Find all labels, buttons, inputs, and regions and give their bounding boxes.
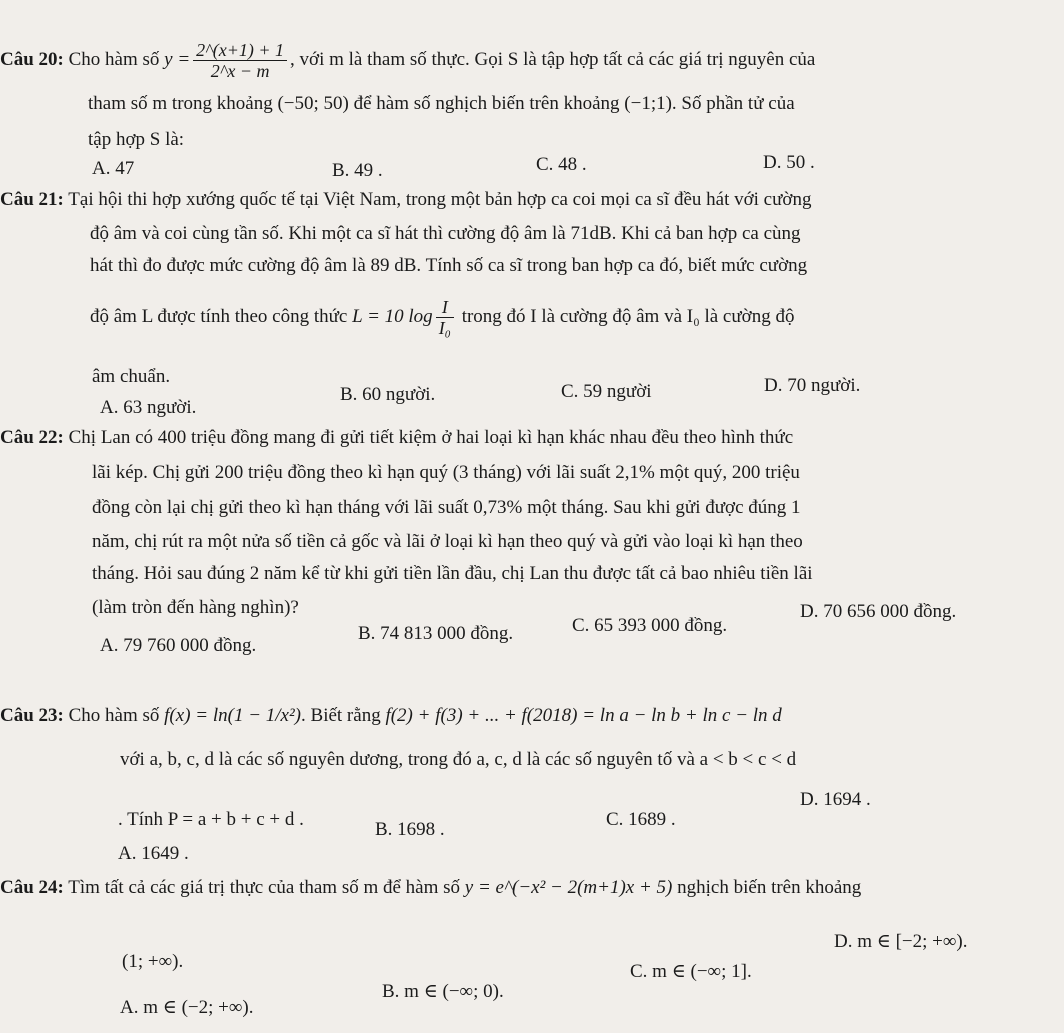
q20-intro: Cho hàm số [68, 48, 160, 70]
q23-func: f(x) = ln(1 − 1/x²) [164, 705, 302, 726]
q24-option-d[interactable]: D. m ∈ [−2; +∞). [834, 931, 968, 952]
q23-option-b[interactable]: B. 1698 . [375, 819, 445, 840]
q20-line2: tham số m trong khoảng (−50; 50) để hàm số nghịch biến trên khoảng (−1;1). Số phần tử của [88, 93, 795, 114]
q23-text2: . Biết rằng [301, 705, 381, 726]
q22-option-b[interactable]: B. 74 813 000 đồng. [358, 623, 514, 644]
q22-line4: năm, chị rút ra một nửa số tiền cả gốc và lãi ở loại kì hạn theo quý và gửi vào loại kì hạn theo [92, 531, 803, 552]
q20-text2: , với m là tham số thực. Gọi S là tập hợp tất cả các giá trị nguyên của [290, 48, 816, 70]
q22-line5: tháng. Hỏi sau đúng 2 năm kể từ khi gửi tiền lần đầu, chị Lan thu được tất cả bao nhiêu tiền lãi [92, 563, 813, 584]
q24-func: y = e^(−x² − 2(m+1)x + 5) [464, 877, 673, 898]
q23-option-d[interactable]: D. 1694 . [800, 789, 871, 810]
q22-option-c[interactable]: C. 65 393 000 đồng. [572, 615, 728, 636]
q21-line5: âm chuẩn. [92, 366, 171, 387]
q22-option-d[interactable]: D. 70 656 000 đồng. [800, 601, 957, 622]
q21-line4-a: độ âm L được tính theo công thức [90, 305, 348, 327]
q22-label: Câu 22: [0, 427, 64, 448]
q21-label: Câu 21: [0, 189, 64, 210]
q21-option-c[interactable]: C. 59 người [561, 381, 652, 402]
q20-func-lhs: y = [164, 48, 191, 70]
q24-label: Câu 24: [0, 877, 64, 898]
q22-line6: (làm tròn đến hàng nghìn)? [92, 597, 299, 618]
q21-option-a[interactable]: A. 63 người. [100, 397, 197, 418]
q20-option-d[interactable]: D. 50 . [763, 152, 815, 173]
q24-line2: (1; +∞). [122, 951, 184, 972]
q20-func-numerator: 2^(x+1) + 1 [193, 40, 287, 61]
q22-line3: đồng còn lại chị gửi theo kì hạn tháng với lãi suất 0,73% một tháng. Sau khi gửi được đúng 1 [92, 497, 801, 518]
q20-line1 [0, 40, 815, 81]
q23-line3: . Tính P = a + b + c + d . [118, 809, 304, 830]
q21-line4-b: trong đó I là cường độ âm và I₀ là cường độ [461, 305, 795, 327]
q24-line1-text: Tìm tất cả các giá trị thực của tham số m để hàm số [68, 877, 461, 898]
q23-intro: Cho hàm số [68, 705, 160, 726]
q23-option-c[interactable]: C. 1689 . [606, 809, 676, 830]
q23-sum: f(2) + f(3) + ... + f(2018) = ln a − ln b + ln c − ln d [385, 705, 782, 726]
q22-option-a[interactable]: A. 79 760 000 đồng. [100, 635, 257, 656]
q21-option-d[interactable]: D. 70 người. [764, 375, 861, 396]
q20-label: Câu 20: [0, 48, 64, 70]
q21-line2: độ âm và coi cùng tần số. Khi một ca sĩ hát thì cường độ âm là 71dB. Khi cả ban hợp ca cùng [90, 223, 801, 244]
q21-formula-num: I [436, 297, 454, 318]
q24-line1-b: nghịch biến trên khoảng [677, 877, 862, 898]
q20-fraction [193, 40, 287, 81]
q24-option-a[interactable]: A. m ∈ (−2; +∞). [120, 997, 254, 1018]
q20-option-c[interactable]: C. 48 . [536, 154, 587, 175]
q23-line2: với a, b, c, d là các số nguyên dương, trong đó a, c, d là các số nguyên tố và a < b < c < d [120, 749, 797, 770]
q23-option-a[interactable]: A. 1649 . [118, 843, 189, 864]
q21-formula-den: I₀ [438, 318, 451, 338]
q21-line3: hát thì đo được mức cường độ âm là 89 dB. Tính số ca sĩ trong ban hợp ca đó, biết mức cường [90, 255, 808, 276]
q21-formula: L = 10 log [352, 305, 433, 327]
q24-line1 [0, 876, 861, 900]
q22-line2: lãi kép. Chị gửi 200 triệu đồng theo kì hạn quý (3 tháng) với lãi suất 2,1% một quý, 200 triệu [92, 462, 800, 483]
q20-option-a[interactable]: A. 47 [92, 158, 135, 179]
q24-option-c[interactable]: C. m ∈ (−∞; 1]. [630, 961, 752, 982]
q23-label: Câu 23: [0, 705, 64, 726]
q21-line4 [90, 297, 794, 338]
q22-line1-text: Chị Lan có 400 triệu đồng mang đi gửi tiết kiệm ở hai loại kì hạn khác nhau đều theo hình thức [68, 427, 794, 448]
q23-line1 [0, 704, 782, 728]
q21-fraction [436, 297, 454, 338]
q21-option-b[interactable]: B. 60 người. [340, 384, 436, 405]
q22-line1 [0, 426, 793, 450]
q20-option-b[interactable]: B. 49 . [332, 160, 383, 181]
q24-option-b[interactable]: B. m ∈ (−∞; 0). [382, 981, 504, 1002]
q21-line1-text: Tại hội thi hợp xướng quốc tế tại Việt Nam, trong một bản hợp ca coi mọi ca sĩ đều hát với cường [68, 189, 812, 210]
q20-func-denominator: 2^x − m [210, 61, 270, 81]
q20-line3: tập hợp S là: [88, 129, 185, 150]
q21-line1 [0, 188, 811, 212]
